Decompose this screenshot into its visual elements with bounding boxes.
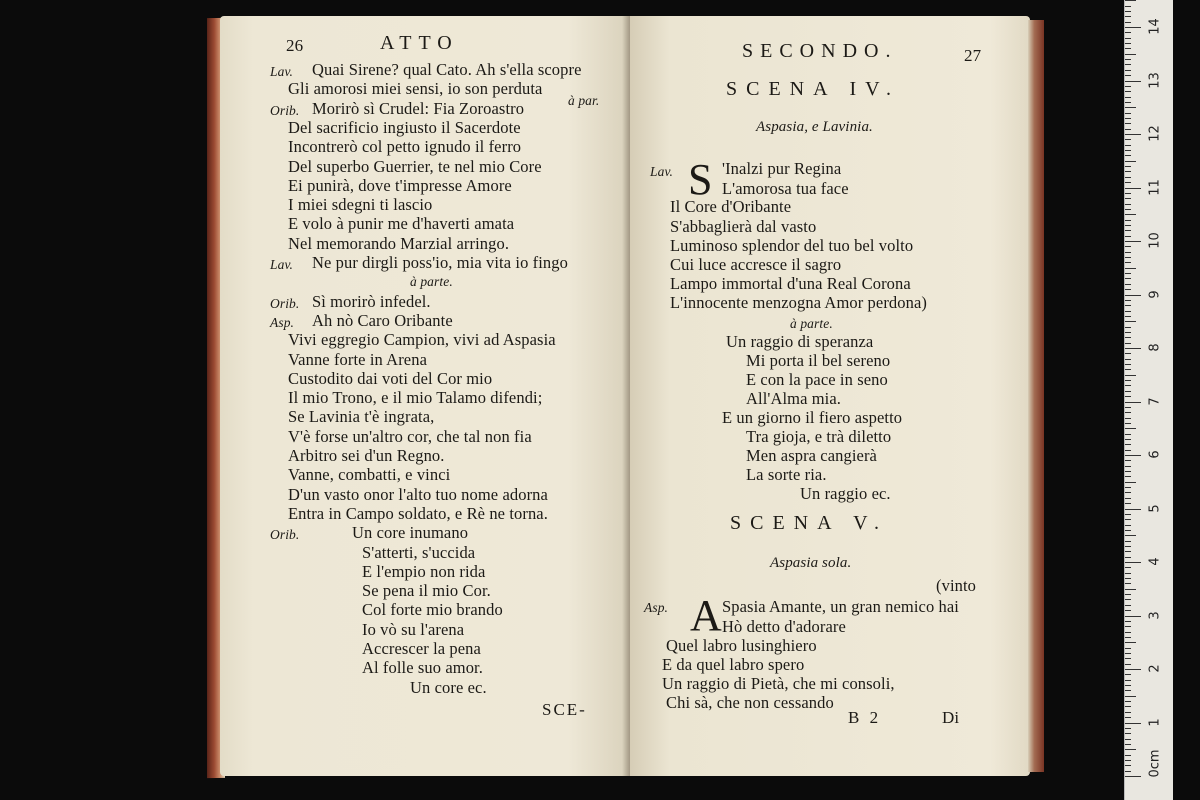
scene-4-characters: Aspasia, e Lavinia. (756, 119, 873, 135)
verse-line: Del sacrificio ingiusto il Sacerdote (288, 117, 521, 137)
ruler-tick (1125, 364, 1131, 365)
ruler-tick (1125, 530, 1131, 531)
ruler-tick (1125, 273, 1131, 274)
running-head-right: SECONDO. (742, 40, 898, 62)
ruler-tick (1125, 193, 1131, 194)
ruler-tick (1125, 616, 1141, 617)
ruler-tick (1125, 236, 1131, 237)
verse-line: Ne pur dirgli poss'io, mia vita io fingo (312, 253, 568, 272)
verse-line: E un giorno il fiero aspetto (722, 408, 903, 427)
ruler-tick (1125, 107, 1136, 108)
scene-5-characters: Aspasia sola. (770, 555, 852, 571)
scene-5-title: SCENA V. (730, 512, 888, 534)
ruler-tick (1125, 38, 1131, 39)
ruler-tick (1125, 257, 1131, 258)
verse-line: à parte. (790, 316, 833, 331)
ruler-tick (1125, 535, 1136, 536)
ruler-tick (1125, 525, 1131, 526)
verse-line: Vanne, combatti, e vinci (288, 465, 451, 485)
ruler-tick (1125, 450, 1131, 451)
verse-line: 'Inalzi pur Regina (722, 159, 842, 178)
verse-line: Accrescer la pena (362, 639, 481, 658)
verse-line: S'atterti, s'uccida (362, 542, 476, 562)
ruler-tick (1125, 0, 1136, 1)
book-edge-right (1028, 20, 1044, 772)
verse-line: Tra gioja, e trà diletto (746, 427, 892, 446)
verse-line: Custodito dai voti del Cor mio (288, 368, 493, 388)
ruler-tick (1125, 139, 1131, 140)
ruler-tick (1125, 418, 1131, 419)
ruler-tick (1125, 6, 1131, 7)
ruler-tick (1125, 311, 1131, 312)
verse-line: D'un vasto onor l'alto tuo nome adorna (288, 484, 548, 504)
scene-5-initial: A (690, 591, 722, 640)
ruler-tick (1125, 583, 1131, 584)
ruler-tick (1125, 348, 1141, 349)
left-page (220, 16, 630, 776)
ruler-tick (1125, 669, 1141, 670)
ruler-tick (1125, 476, 1131, 477)
ruler-tick (1125, 305, 1131, 306)
ruler-tick (1125, 696, 1136, 697)
scene-4-speaker: Lav. (650, 164, 674, 179)
ruler-tick (1125, 690, 1131, 691)
ruler-number: 12 (1147, 125, 1163, 142)
ruler-number: 1 (1147, 717, 1163, 727)
ruler-tick (1125, 599, 1131, 600)
ruler-number: 0cm (1147, 749, 1163, 778)
ruler-tick (1125, 455, 1141, 456)
ruler-tick (1125, 86, 1131, 87)
ruler-tick (1125, 396, 1131, 397)
ruler-tick (1125, 188, 1141, 189)
ruler-tick (1125, 626, 1131, 627)
ruler-tick (1125, 509, 1141, 510)
right-page (630, 16, 1030, 776)
speaker-label: Asp. (270, 314, 295, 330)
ruler-tick (1125, 744, 1131, 745)
page-number-left: 26 (286, 36, 304, 55)
ruler-tick (1125, 11, 1131, 12)
speaker-label: Orib. (270, 527, 300, 543)
speaker-label: Orib. (270, 295, 300, 311)
ruler-tick (1125, 589, 1136, 590)
ruler-tick (1125, 567, 1131, 568)
verse-line: La sorte ria. (746, 465, 827, 484)
verse-line: Io vò su l'arena (362, 619, 465, 639)
ruler-tick (1125, 717, 1131, 718)
ruler-tick (1125, 198, 1131, 199)
verse-line: I miei sdegni ti lascio (288, 195, 433, 215)
speaker-label: Orib. (270, 102, 300, 118)
verse-line: L'amorosa tua face (722, 179, 849, 198)
verse-line: Lampo immortal d'una Real Corona (670, 274, 911, 293)
ruler-tick (1125, 594, 1131, 595)
verse-line: Un core inumano (352, 523, 469, 543)
ruler-tick (1125, 129, 1131, 130)
verse-line: L'innocente menzogna Amor perdona) (670, 293, 927, 312)
ruler-number: 2 (1147, 664, 1163, 673)
ruler-tick (1125, 316, 1131, 317)
verse-line: Un raggio di Pietà, che mi consoli, (662, 674, 895, 693)
catchword-right: Di (942, 708, 960, 727)
ruler-tick (1125, 434, 1131, 435)
ruler-tick (1125, 428, 1136, 429)
ruler-tick (1125, 546, 1131, 547)
ruler-tick (1125, 562, 1141, 563)
stage-direction: à par. (568, 93, 600, 109)
ruler-tick (1125, 278, 1131, 279)
verse-line: Nel memorando Marzial arringo. (288, 233, 510, 253)
verse-line: S'abbaglierà dal vasto (670, 217, 817, 236)
verse-line: Luminoso splendor del tuo bel volto (670, 236, 914, 255)
verse-line: Se Lavinia t'è ingrata, (288, 407, 435, 427)
ruler-tick (1125, 402, 1141, 403)
ruler-tick (1125, 487, 1131, 488)
ruler-tick (1125, 514, 1131, 515)
ruler-tick (1125, 252, 1131, 253)
ruler-tick (1125, 642, 1136, 643)
ruler-tick (1125, 380, 1131, 381)
verse-line: Incontrerò col petto ignudo il ferro (288, 137, 522, 157)
ruler-tick (1125, 177, 1131, 178)
ruler-tick (1125, 262, 1131, 263)
verse-line: Sì morirò infedel. (312, 291, 431, 311)
catchword-left: SCE- (542, 700, 587, 719)
signature-mark: B 2 (848, 708, 882, 727)
verse-line: Al folle suo amor. (362, 658, 483, 678)
ruler-tick (1125, 321, 1136, 322)
verse-line: Mi porta il bel sereno (746, 351, 891, 370)
ruler-tick (1125, 471, 1131, 472)
ruler-tick (1125, 749, 1136, 750)
ruler-tick (1125, 621, 1131, 622)
ruler-tick (1125, 54, 1136, 55)
ruler-number: 4 (1147, 557, 1163, 566)
running-head-left: ATTO (380, 32, 459, 54)
ruler-tick (1125, 102, 1131, 103)
ruler-tick (1125, 97, 1131, 98)
verse-line: Del superbo Guerrier, te nel mio Core (288, 156, 542, 176)
ruler-tick (1125, 230, 1131, 231)
ruler-number: 9 (1147, 289, 1163, 299)
ruler-tick (1125, 605, 1131, 606)
ruler-tick (1125, 16, 1131, 17)
ruler-tick (1125, 771, 1131, 772)
ruler-tick (1125, 64, 1131, 65)
measuring-ruler (1124, 0, 1173, 800)
verse-line: E con la pace in seno (746, 370, 888, 389)
ruler-tick (1125, 48, 1131, 49)
ruler-tick (1125, 706, 1131, 707)
ruler-tick (1125, 664, 1131, 665)
ruler-tick (1125, 653, 1131, 654)
ruler-tick (1125, 123, 1131, 124)
ruler-tick (1125, 359, 1131, 360)
ruler-number: 7 (1147, 396, 1163, 406)
ruler-tick (1125, 268, 1136, 269)
ruler-tick (1125, 145, 1131, 146)
ruler-tick (1125, 412, 1131, 413)
verse-line: All'Alma mia. (746, 389, 842, 408)
ruler-tick (1125, 739, 1131, 740)
ruler-tick (1125, 492, 1131, 493)
verse-line: Spasia Amante, un gran nemico hai (722, 597, 959, 616)
verse-line: Col forte mio brando (362, 600, 503, 620)
ruler-tick (1125, 723, 1141, 724)
verse-line: V'è forse un'altro cor, che tal non fia (288, 426, 532, 446)
ruler-tick (1125, 760, 1131, 761)
ruler-tick (1125, 166, 1131, 167)
verse-line: Morirò sì Crudel: Fia Zoroastro (312, 98, 525, 118)
ruler-tick (1125, 70, 1131, 71)
ruler-number: 13 (1147, 71, 1163, 89)
ruler-number: 5 (1147, 503, 1163, 513)
ruler-number: 8 (1147, 343, 1163, 352)
ruler-tick (1125, 59, 1131, 60)
ruler-tick (1125, 637, 1131, 638)
ruler-tick (1125, 482, 1136, 483)
speaker-label: Lav. (270, 64, 294, 79)
ruler-tick (1125, 113, 1131, 114)
ruler-tick (1125, 610, 1131, 611)
ruler-tick (1125, 648, 1131, 649)
ruler-tick (1125, 171, 1131, 172)
ruler-tick (1125, 295, 1141, 296)
ruler-tick (1125, 300, 1131, 301)
turnover-word: (vinto (936, 576, 977, 595)
ruler-tick (1125, 182, 1131, 183)
verse-line: Vanne forte in Arena (288, 349, 427, 369)
ruler-tick (1125, 578, 1131, 579)
ruler-tick (1125, 225, 1131, 226)
ruler-tick (1125, 701, 1131, 702)
verse-line: Il Core d'Oribante (670, 197, 792, 216)
ruler-tick (1125, 541, 1131, 542)
ruler-number: 3 (1147, 610, 1163, 620)
ruler-tick (1125, 765, 1131, 766)
ruler-tick (1125, 407, 1131, 408)
verse-line: Se pena il mio Cor. (362, 581, 491, 601)
scene-4-title: SCENA IV. (726, 78, 900, 100)
ruler-tick (1125, 466, 1131, 467)
ruler-tick (1125, 332, 1131, 333)
ruler-tick (1125, 439, 1131, 440)
ruler-tick (1125, 733, 1131, 734)
ruler-tick (1125, 385, 1131, 386)
ruler-number: 11 (1147, 178, 1163, 196)
ruler-tick (1125, 712, 1131, 713)
ruler-tick (1125, 728, 1131, 729)
verse-line: Chi sà, che non cessando (666, 693, 834, 712)
page-number-right: 27 (964, 46, 982, 65)
ruler-tick (1125, 674, 1131, 675)
ruler-tick (1125, 391, 1131, 392)
ruler-tick (1125, 685, 1131, 686)
ruler-tick (1125, 573, 1131, 574)
ruler-tick (1125, 241, 1141, 242)
ruler-tick (1125, 658, 1131, 659)
ruler-number: 10 (1147, 232, 1163, 249)
ruler-tick (1125, 284, 1131, 285)
ruler-tick (1125, 289, 1131, 290)
ruler-tick (1125, 209, 1131, 210)
ruler-tick (1125, 503, 1131, 504)
verse-line: Il mio Trono, e il mio Talamo difendi; (288, 388, 543, 408)
ruler-tick (1125, 755, 1131, 756)
ruler-tick (1125, 214, 1136, 215)
ruler-tick (1125, 246, 1131, 247)
verse-line: Ah nò Caro Oribante (312, 310, 453, 330)
verse-line: Un raggio ec. (800, 484, 891, 503)
ruler-tick (1125, 423, 1131, 424)
verse-line: Arbitro sei d'un Regno. (288, 446, 445, 465)
ruler-tick (1125, 134, 1141, 135)
scene-4-initial: S (688, 155, 713, 204)
verse-line: E volo à punir me d'haverti amata (288, 214, 515, 234)
verse-line: E l'empio non rida (362, 561, 486, 581)
ruler-tick (1125, 32, 1131, 33)
verse-line: Entra in Campo soldato, e Rè ne torna. (288, 503, 548, 523)
ruler-number: 14 (1147, 18, 1163, 35)
ruler-tick (1125, 776, 1141, 777)
ruler-tick (1125, 519, 1131, 520)
ruler-tick (1125, 375, 1136, 376)
ruler-tick (1125, 369, 1131, 370)
verse-line: Men aspra cangierà (746, 446, 877, 465)
ruler-tick (1125, 353, 1131, 354)
speaker-label: Lav. (270, 257, 294, 272)
verse-line: Vivi eggregio Campion, vivi ad Aspasia (288, 330, 556, 350)
ruler-tick (1125, 343, 1131, 344)
verse-line: à parte. (410, 274, 453, 290)
verse-line: Un core ec. (410, 677, 487, 697)
ruler-tick (1125, 43, 1131, 44)
verse-line: Hò detto d'adorare (722, 617, 846, 636)
ruler-tick (1125, 220, 1131, 221)
ruler-tick (1125, 557, 1131, 558)
ruler-tick (1125, 27, 1141, 28)
ruler-tick (1125, 551, 1131, 552)
verse-line: Quai Sirene? qual Cato. Ah s'ella scopre (312, 60, 582, 79)
ruler-number: 6 (1147, 450, 1163, 459)
ruler-tick (1125, 337, 1131, 338)
ruler-tick (1125, 22, 1131, 23)
ruler-tick (1125, 91, 1131, 92)
verse-line: Un raggio di speranza (726, 332, 874, 351)
ruler-tick (1125, 444, 1131, 445)
ruler-tick (1125, 204, 1131, 205)
ruler-tick (1125, 161, 1136, 162)
ruler-tick (1125, 498, 1131, 499)
ruler-tick (1125, 118, 1131, 119)
verse-line: Ei punirà, dove t'impresse Amore (288, 175, 512, 195)
scene-5-speaker: Asp. (644, 600, 669, 615)
ruler-tick (1125, 327, 1131, 328)
verse-line: Gli amorosi miei sensi, io son perduta (288, 79, 543, 99)
ruler-tick (1125, 460, 1131, 461)
ruler-tick (1125, 150, 1131, 151)
ruler-tick (1125, 81, 1141, 82)
verse-line: E da quel labro spero (662, 655, 805, 674)
ruler-tick (1125, 632, 1131, 633)
ruler-tick (1125, 155, 1131, 156)
verse-line: Quel labro lusinghiero (666, 636, 817, 655)
ruler-tick (1125, 680, 1131, 681)
verse-line: Cui luce accresce il sagro (670, 255, 842, 274)
ruler-tick (1125, 75, 1131, 76)
